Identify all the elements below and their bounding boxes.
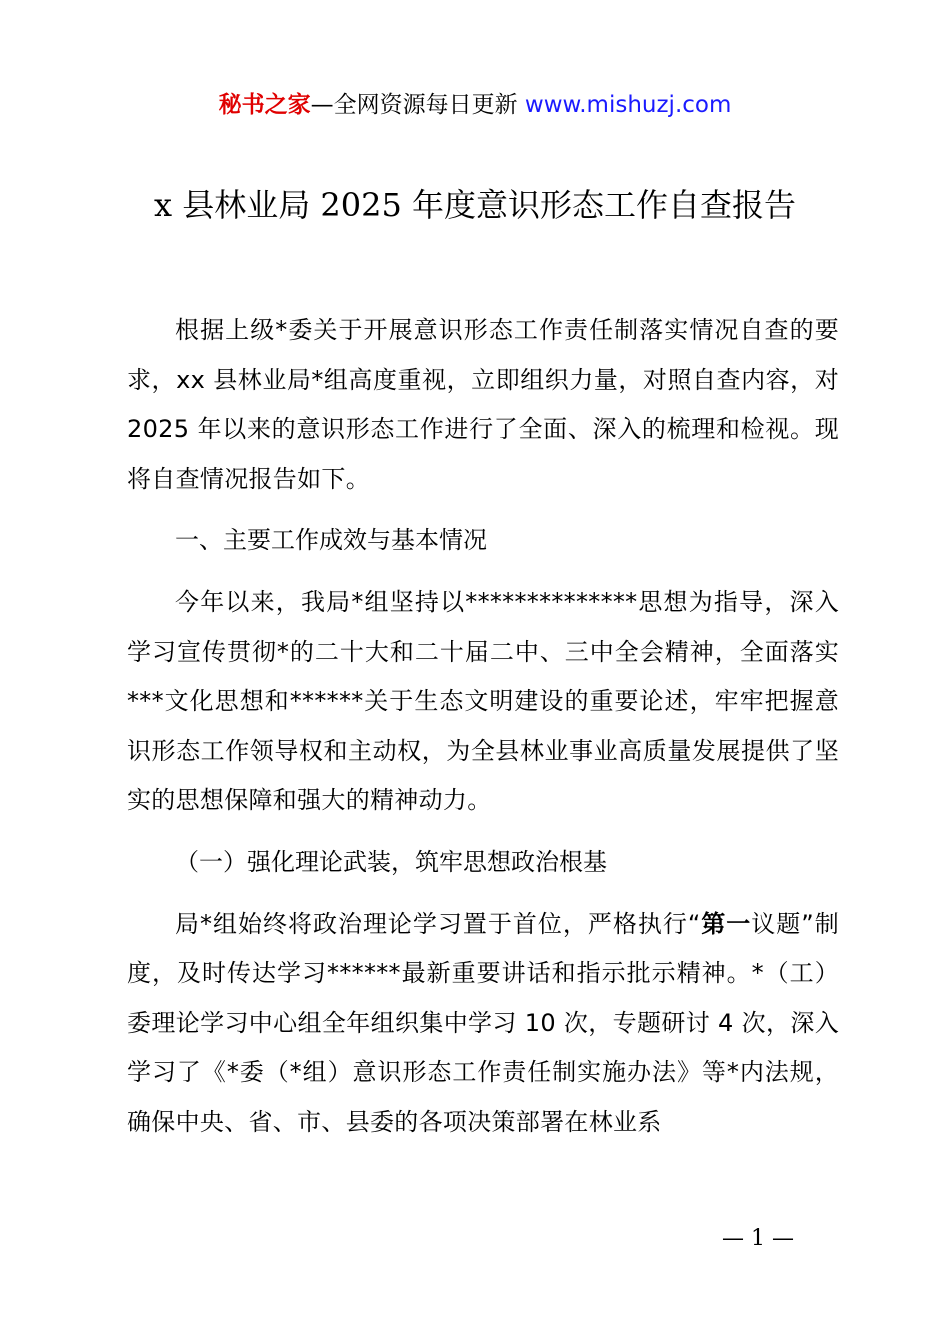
subsection-1-text-part2: 议题”制度，及时传达学习******最新重要讲话和指示批示精神。*（工）委理论学习中心组全年组织集中学习 10 次，专题研讨 4 次，深入学习了《*委（*组）意识形态工作责任制实施办法》等*内法规，确保中央、省、市、县委的各项决策部署在林业系 — [127, 909, 839, 1136]
subsection-1-paragraph — [127, 900, 839, 1148]
brand-name: 秘书之家 — [218, 92, 311, 118]
section-1-heading: 一、主要工作成效与基本情况 — [175, 526, 487, 555]
document-title: x 县林业局 2025 年度意识形态工作自查报告 — [153, 186, 796, 224]
subsection-1-text-part1: 局*组始终将政治理论学习置于首位，严格执行“ — [175, 909, 701, 938]
subsection-1-heading: （一）强化理论武装，筑牢思想政治根基 — [175, 847, 607, 876]
intro-paragraph: 根据上级*委关于开展意识形态工作责任制落实情况自查的要求，xx 县林业局*组高度重视，立即组织力量，对照自查内容，对 2025 年以来的意识形态工作进行了全面、深入的梳理和检视。现将自查情况报告如下。 — [127, 316, 839, 493]
site-url[interactable]: www.mishuzj.com — [524, 92, 732, 118]
site-tagline: —全网资源每日更新 — [310, 92, 525, 118]
section-1-paragraph: 今年以来，我局*组坚持以**************思想为指导，深入学习宣传贯彻*的二十大和二十届二中、三中全会精神，全面落实***文化思想和******关于生态文明建设的重要论述，牢牢把握意识形态工作领导权和主动权，为全县林业事业高质量发展提供了坚实的思想保障和强大的精神动力。 — [127, 587, 839, 815]
subsection-1-bold-text: 第一 — [700, 909, 752, 938]
document-body — [127, 306, 839, 1160]
page-number: — 1 — — [722, 1226, 794, 1251]
site-header — [0, 88, 950, 122]
